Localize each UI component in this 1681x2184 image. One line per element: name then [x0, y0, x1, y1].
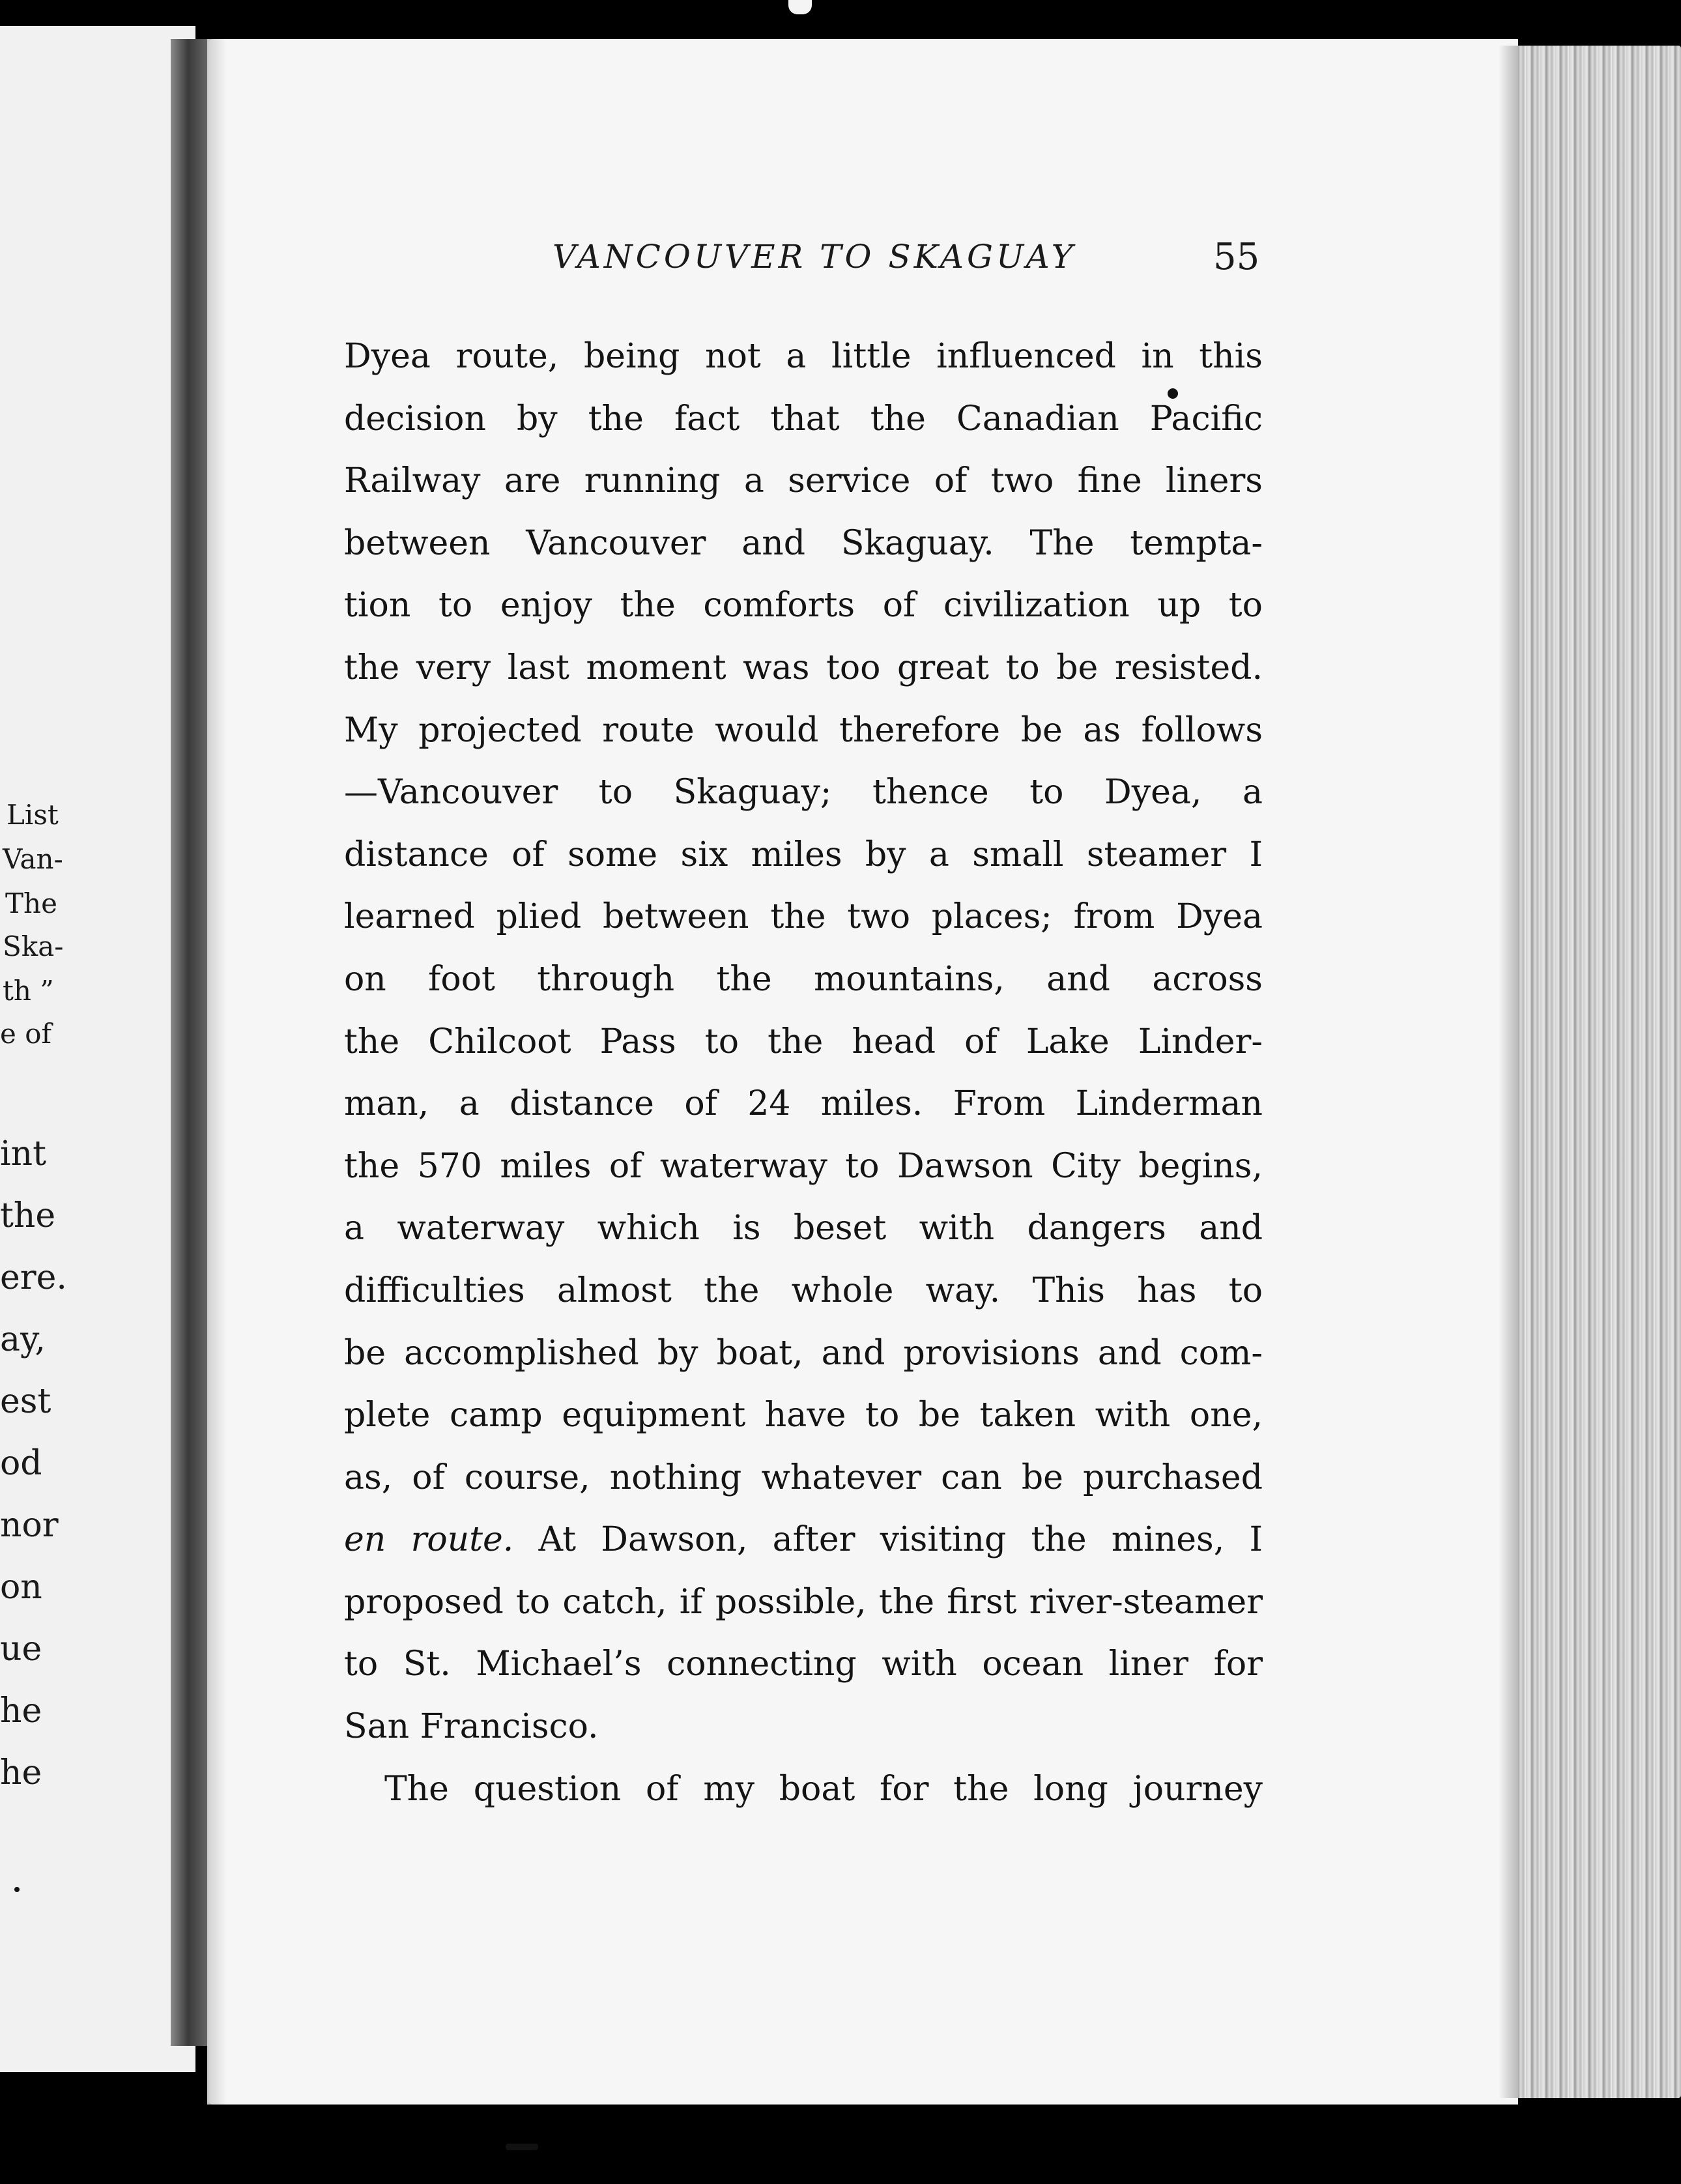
- page-gutter-shadow: [207, 39, 227, 2105]
- text-line: to St. Michael’s connecting with ocean liner for: [344, 1645, 1263, 1684]
- left-fragment: he: [0, 1753, 42, 1792]
- text-line: plete camp equipment have to be taken with one,: [344, 1396, 1263, 1435]
- body-text: [344, 326, 1263, 1820]
- page-edge-shadow: [1499, 46, 1518, 2098]
- text-line: the Chilcoot Pass to the head of Lake Linder-: [344, 1022, 1263, 1061]
- ink-mark: [506, 2144, 538, 2150]
- left-fragment: nor: [0, 1506, 59, 1545]
- text-line: difficulties almost the whole way. This has to: [344, 1271, 1263, 1310]
- left-fragment: int: [0, 1134, 47, 1173]
- italic-phrase: en route.: [344, 1520, 514, 1560]
- left-fragment: List: [7, 799, 59, 831]
- left-fragment: th ”: [3, 975, 54, 1007]
- text-line: decision by the fact that the Canadian Pacific: [344, 399, 1263, 438]
- left-fragment: ue: [0, 1630, 42, 1669]
- top-edge-mark: [788, 0, 812, 14]
- left-fragment: ay,: [0, 1320, 46, 1359]
- text-line-with-italic: [344, 1509, 1263, 1572]
- text-line: distance of some six miles by a small steamer I: [344, 835, 1263, 874]
- text-line: as, of course, nothing whatever can be purchased: [344, 1458, 1263, 1497]
- book-gutter: [171, 39, 210, 2046]
- left-fragment: Ska-: [3, 930, 64, 962]
- ink-speck: [14, 1887, 20, 1892]
- text-line: the 570 miles of waterway to Dawson City begins,: [344, 1146, 1263, 1186]
- paragraph-last-line: San Francisco.: [344, 1707, 599, 1747]
- text-line: on foot through the mountains, and across: [344, 959, 1263, 999]
- text-line: between Vancouver and Skaguay. The tempta-: [344, 523, 1263, 563]
- text-line: —Vancouver to Skaguay; thence to Dyea, a: [344, 773, 1263, 812]
- text-line: be accomplished by boat, and provisions and com-: [344, 1333, 1263, 1373]
- paragraph-first-line: The question of my boat for the long journey: [384, 1769, 1263, 1809]
- text-line: learned plied between the two places; from Dyea: [344, 897, 1263, 937]
- text-line: the very last moment was too great to be resisted.: [344, 648, 1263, 687]
- page-number: 55: [1213, 236, 1260, 278]
- running-head: VANCOUVER TO SKAGUAY: [553, 238, 1076, 276]
- left-fragment: on: [0, 1568, 42, 1607]
- left-fragment: the: [0, 1196, 56, 1235]
- text-line: a waterway which is beset with dangers and: [344, 1209, 1263, 1248]
- left-fragment: e of: [0, 1018, 52, 1050]
- text-line: tion to enjoy the comforts of civilization up to: [344, 586, 1263, 625]
- text-line-rest: At Dawson, after visiting the mines, I: [513, 1520, 1263, 1560]
- text-line: Dyea route, being not a little influenced in this: [344, 337, 1263, 376]
- left-page-text-fragments: [0, 0, 195, 2184]
- ink-speck: [1168, 388, 1178, 399]
- book-page-edges: [1512, 46, 1681, 2098]
- left-fragment: od: [0, 1444, 42, 1483]
- left-fragment: Van-: [3, 843, 63, 875]
- left-fragment: ere.: [0, 1258, 67, 1297]
- left-fragment: he: [0, 1691, 42, 1731]
- text-line: My projected route would therefore be as follows: [344, 710, 1263, 750]
- text-line: proposed to catch, if possible, the first river-steamer: [344, 1582, 1263, 1622]
- text-line: man, a distance of 24 miles. From Linderman: [344, 1084, 1263, 1124]
- left-fragment: est: [0, 1382, 51, 1421]
- text-line: Railway are running a service of two fine liners: [344, 461, 1263, 501]
- left-fragment: The: [5, 887, 57, 919]
